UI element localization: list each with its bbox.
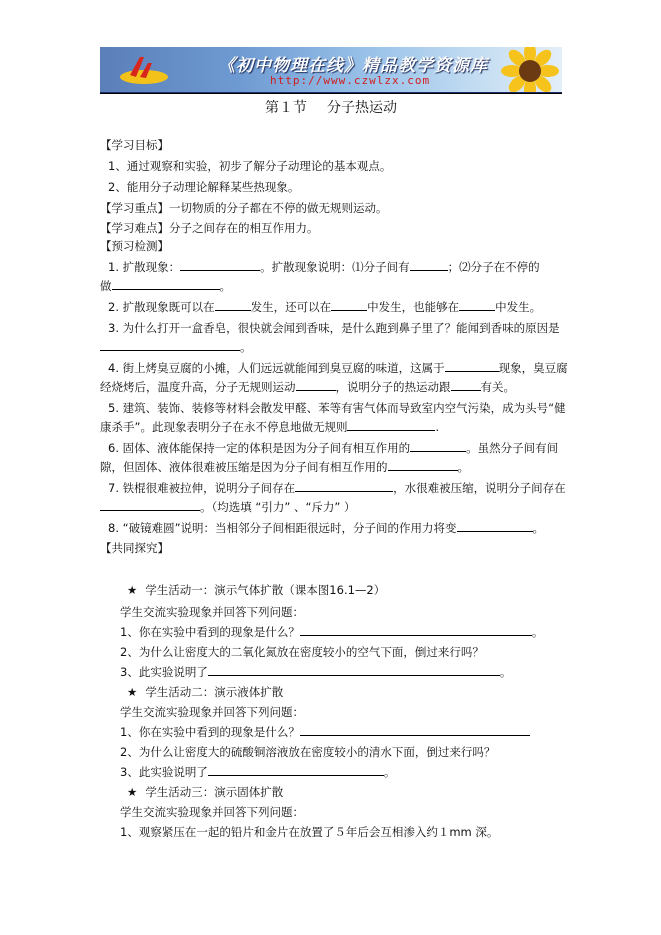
difficult-point-text: 分子之间存在的相互作用力。 [169, 221, 319, 235]
activity-1-q3 [120, 664, 511, 680]
banner-title: 《初中物理在线》精品教学资源库 [218, 56, 488, 76]
question-5-text: . [435, 420, 440, 434]
activity-1-q1-text: 1、你在实验中看到的现象是什么？ [120, 625, 300, 639]
activity-1-title [127, 582, 385, 598]
explore-heading: 【共同探究】 [100, 541, 169, 555]
banner-url[interactable]: http://www.czwlzx.com [270, 74, 431, 87]
activity-1-q1-text: 。 [531, 625, 544, 639]
star-icon: ★ [127, 785, 138, 799]
answer-blank[interactable] [295, 480, 393, 492]
section-name: 分子热运动 [327, 100, 397, 116]
question-1-text: ；⑵分子在不停的 [447, 260, 540, 274]
question-8-text: 8. “破镜难圆”说明：当相邻分子间相距很远时，分子间的作用力将变 [108, 521, 457, 535]
answer-blank[interactable] [445, 360, 499, 372]
activity-1-intro: 学生交流实验现象并回答下列问题： [120, 605, 304, 619]
question-7-text: ，水很难被压缩，说明分子间存在 [393, 481, 566, 495]
logo-icon [116, 53, 172, 87]
question-2 [108, 299, 541, 315]
activity-2-q3-text: 3、此实验说明了 [120, 765, 208, 779]
question-5 [108, 400, 566, 416]
activity-3-title [127, 784, 283, 800]
question-6-text: 。虽然分子间有间 [466, 441, 559, 455]
activity-2-q3 [120, 764, 395, 780]
question-1-text: 。 [219, 279, 231, 293]
preview-heading: 【预习检测】 [100, 239, 169, 253]
question-6 [108, 440, 558, 456]
question-3-text: 3. 为什么打开一盒香皂，很快就会闻到香味，是什么跑到鼻子里了？能闻到香味的原因是 [108, 321, 560, 335]
activity-1-q1 [120, 624, 543, 640]
question-4-cont [100, 379, 515, 395]
activity-2-q1 [120, 724, 530, 740]
answer-blank[interactable] [331, 299, 367, 311]
answer-blank[interactable] [388, 459, 458, 471]
section-number: 第１节 [265, 100, 307, 116]
star-icon: ★ [127, 583, 138, 597]
activity-3-intro: 学生交流实验现象并回答下列问题： [120, 805, 304, 819]
question-1-text: 1. 扩散现象： [108, 260, 181, 274]
question-3-text: 。 [240, 340, 252, 354]
question-4 [108, 360, 568, 376]
answer-blank[interactable] [100, 339, 240, 351]
question-2-text: 2. 扩散现象既可以在 [108, 300, 215, 314]
activity-2-title [127, 684, 283, 700]
question-2-text: 发生，还可以在 [250, 300, 332, 314]
answer-blank[interactable] [457, 520, 533, 532]
key-point-label: 【学习重点】 [100, 201, 169, 215]
activity-3-title-text: 学生活动三：演示固体扩散 [145, 785, 284, 799]
answer-blank[interactable] [208, 764, 384, 776]
question-5-text: 康杀手”。此现象表明分子在永不停息地做无规则 [100, 420, 348, 434]
question-6-cont [100, 459, 469, 475]
question-4-text: 现象，臭豆腐 [498, 361, 568, 375]
question-1-text: 做 [100, 279, 112, 293]
header-divider [100, 93, 562, 94]
goals-heading: 【学习目标】 [100, 138, 169, 152]
question-1 [108, 259, 540, 275]
activity-3-q1: 1、观察紧压在一起的铅片和金片在放置了５年后会互相渗入约１mm 深。 [120, 825, 499, 839]
answer-blank[interactable] [112, 278, 220, 290]
question-6-text: 隙，但固体、液体很难被压缩是因为分子间有相互作用的 [100, 460, 388, 474]
question-7 [108, 480, 566, 496]
question-2-text: 中发生，也能够在 [367, 300, 460, 314]
activity-1-title-text: 学生活动一：演示气体扩散（课本图16.1—2） [145, 583, 386, 597]
difficult-point [100, 220, 319, 236]
question-6-text: 。 [457, 460, 469, 474]
difficult-point-label: 【学习难点】 [100, 221, 169, 235]
answer-blank[interactable] [459, 299, 495, 311]
question-7-text: 。（均选填 “引力” 、“斥力” ） [200, 500, 356, 514]
question-4-text: ，说明分子的热运动跟 [335, 380, 451, 394]
page-title [100, 97, 562, 117]
activity-2-q1-text: 1、你在实验中看到的现象是什么？ [120, 725, 300, 739]
answer-blank[interactable] [215, 299, 251, 311]
question-6-text: 6. 固体、液体能保持一定的体积是因为分子间有相互作用的 [108, 441, 411, 455]
question-7-cont [100, 499, 356, 515]
activity-2-intro: 学生交流实验现象并回答下列问题： [120, 705, 304, 719]
answer-blank[interactable] [100, 499, 200, 511]
question-2-text: 中发生。 [495, 300, 542, 314]
key-point [100, 200, 388, 216]
question-5-text: 5. 建筑、装饰、装修等材料会散发甲醛、苯等有害气体而导致室内空气污染，成为头号“健 [108, 401, 566, 415]
question-4-text: 有关。 [480, 380, 515, 394]
goal-item-1: 1、通过观察和实验，初步了解分子动理论的基本观点。 [108, 159, 392, 173]
answer-blank[interactable] [300, 624, 532, 636]
activity-1-q2: 2、为什么让密度大的二氧化氮放在密度较小的空气下面，倒过来行吗？ [120, 645, 484, 659]
answer-blank[interactable] [410, 259, 448, 271]
sunflower-icon [500, 47, 560, 94]
question-4-text: 4. 街上烤臭豆腐的小摊，人们远远就能闻到臭豆腐的味道，这属于 [108, 361, 445, 375]
answer-blank[interactable] [347, 419, 435, 431]
key-point-text: 一切物质的分子都在不停的做无规则运动。 [169, 201, 388, 215]
activity-2-q3-text: 。 [383, 765, 396, 779]
answer-blank[interactable] [410, 440, 466, 452]
star-icon: ★ [127, 685, 138, 699]
answer-blank[interactable] [180, 259, 260, 271]
question-3-cont [100, 339, 252, 355]
question-4-text: 经烧烤后，温度升高，分子无规则运动 [100, 380, 296, 394]
answer-blank[interactable] [208, 664, 500, 676]
question-3 [108, 320, 560, 336]
question-7-text: 7. 铁棍很难被拉伸，说明分子间存在 [108, 481, 296, 495]
answer-blank[interactable] [296, 379, 336, 391]
question-8-text: 。 [532, 521, 545, 535]
question-5-cont [100, 419, 439, 435]
activity-2-q2: 2、为什么让密度大的硫酸铜溶液放在密度较小的清水下面，倒过来行吗？ [120, 745, 496, 759]
activity-1-q3-text: 3、此实验说明了 [120, 665, 208, 679]
question-1-cont [100, 278, 231, 294]
answer-blank[interactable] [451, 379, 481, 391]
header-banner [100, 47, 562, 94]
answer-blank[interactable] [300, 724, 530, 736]
goal-item-2: 2、能用分子动理论解释某些热现象。 [108, 180, 300, 194]
question-1-text: 。扩散现象说明：⑴分子间有 [260, 260, 410, 274]
activity-1-q3-text: 。 [499, 665, 512, 679]
activity-2-title-text: 学生活动二：演示液体扩散 [145, 685, 284, 699]
question-8 [108, 520, 544, 536]
